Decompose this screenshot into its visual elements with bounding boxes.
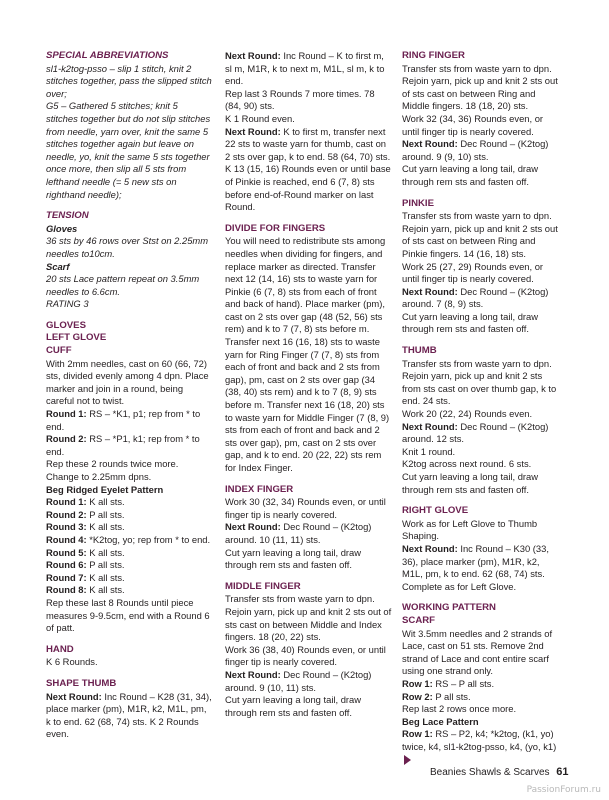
shape-thumb-text: Next Round: Inc Round – K28 (31, 34), place marker (pm), M1R, k2, M1L, pm, k to end. 62 (68, 74) sts. K 2 Rounds even. [46, 690, 212, 740]
index-work: Work 30 (32, 34) Rounds even, or until finger tip is nearly covered. [225, 496, 386, 520]
pinkie-transfer: Transfer sts from waste yarn to dpn. Rejoin yarn, pick up and knit 2 sts out of sts cast on between Ring and Pinkie fingers. 14 (16, 18) sts. [402, 210, 558, 259]
divide-fingers-heading: DIVIDE FOR FINGERS [225, 222, 326, 234]
tension-scarf-text: 20 sts Lace pattern repeat on 3.5mm needles to 6.6cm. [46, 273, 200, 297]
index-finger-heading: INDEX FINGER [225, 483, 294, 495]
lace-row-1: Row 1: RS – P2, k4; *k2tog, (k1, yo) twice, k4, sl1-k2tog-psso, k4, (yo, k1) [402, 728, 562, 766]
cuff-intro: With 2mm needles, cast on 60 (66, 72) sts, divided evenly among 4 dpn. Place marker and join in a round, being careful not to twist. [46, 357, 209, 407]
k13-rounds: K 13 (15, 16) Rounds even or until base of Pinkie is reached, end 6 (7, 8) sts before end-of-Round marker on last Round. [225, 163, 391, 213]
pinkie-next-round: Next Round: Dec Round – (K2tog) around. 7 (8, 9) sts. [402, 285, 549, 310]
index-next-round: Next Round: Dec Round – (K2tog) around. 10 (11, 11) sts. [225, 521, 372, 545]
scarf-row-1: Row 1: RS – P all sts. [402, 677, 495, 689]
hand-heading: HAND [46, 643, 74, 655]
ring-cut: Cut yarn leaving a long tail, draw through rem sts and fasten off. [402, 163, 539, 187]
cuff-repeat: Rep these 2 rounds twice more. Change to 2.25mm dpns. [46, 458, 179, 482]
scarf-intro: Wit 3.5mm needles and 2 strands of Lace, cast on 51 sts. Remove 2nd strand of Lace and cont entire scarf using one strand only. [402, 627, 553, 677]
middle-finger-heading: MIDDLE FINGER [225, 580, 301, 592]
ridged-eyelet-heading: Beg Ridged Eyelet Pattern [46, 483, 164, 495]
thumb-transfer: Transfer sts from waste yarn to dpn. Rejoin yarn, pick up and knit 2 sts from sts cast on over thumb gap, k to end. 24 sts. [402, 357, 557, 407]
pinkie-cut: Cut yarn leaving a long tail, draw through rem sts and fasten off. [402, 310, 539, 335]
right-next-round: Next Round: Inc Round – K30 (33, 36), place marker (pm), M1R, k2, M1L, pm, k to end. 62 (68, 74) sts. Complete as for Left Glove. [402, 542, 549, 592]
ring-transfer: Transfer sts from waste yarn to dpn. Rejoin yarn, pick up and knit 2 sts out of sts cast on between Ring and Middle fingers. 18 (18, 20) sts. [402, 62, 558, 112]
thumb-next-round: Next Round: Dec Round – (K2tog) around. 12 sts. [402, 420, 549, 445]
scarf-repeat: Rep last 2 rows once more. [402, 703, 517, 715]
thumb-k2tog: K2tog across next round. 6 sts. [402, 458, 532, 470]
pinkie-heading: PINKIE [402, 197, 434, 209]
ridged-round-7: Round 7: K all sts. [46, 571, 125, 583]
left-glove-heading: LEFT GLOVE [46, 332, 107, 344]
page-number: 61 [556, 766, 569, 778]
ridged-round-5: Round 5: K all sts. [46, 546, 125, 558]
tension-gloves-text: 36 sts by 46 rows over Stst on 2.25mm needles to10cm. [46, 235, 209, 259]
thumb-knit-1: Knit 1 round. [402, 445, 456, 457]
cuff-round-2: Round 2: RS – *P1, k1; rep from * to end. [46, 433, 200, 457]
footer-title: Beanies Shawls & Scarves [430, 767, 550, 778]
rating: RATING 3 [46, 298, 89, 310]
next-round-inc: Next Round: Inc Round – K to first m, sl m, M1R, k to next m, M1L, sl m, k to end. [225, 50, 385, 87]
ridged-round-8: Round 8: K all sts. [46, 584, 125, 596]
scarf-heading: SCARF [402, 614, 436, 626]
beg-lace-heading: Beg Lace Pattern [402, 715, 479, 727]
ridged-round-2: Round 2: P all sts. [46, 508, 125, 520]
thumb-work: Work 20 (22, 24) Rounds even. [402, 408, 533, 420]
cuff-round-1: Round 1: RS – *K1, p1; rep from * to end. [46, 408, 201, 432]
continue-arrow-icon [404, 755, 411, 765]
ridged-round-1: Round 1: K all sts. [46, 496, 125, 508]
middle-transfer: Transfer sts from waste yarn to dpn. Rejoin yarn, pick up and knit 2 sts out of sts cast on between Middle and Index fingers. 18 (20, 22) sts. [225, 593, 392, 643]
page-footer [430, 766, 569, 778]
column-3 [402, 50, 562, 766]
divide-fingers-text: You will need to redistribute sts among needles when dividing for fingers, and replace marker as directed. Transfer next 12 (14, 16) sts to waste yarn for Pinkie (6 (7, 8) sts from each of front and back of hand). Place marker (pm), cast on 2 sts over gap (48 (52, 56) sts rem) and k to 7 (7, 8) sts before m. Transfer next 16 (16, 18) sts to waste yarn for Ring Finger (7 (7, 8) sts from each of front and back and 2 sts from gap), pm, cast on 2 sts over gap (34 (38, 40) sts rem) and k to 7 (8, 9) sts before m. Transfer next 16 (18, 20) sts to waste yarn for Middle Finger (7 (8, 9) sts from each of front and back and 2 sts over gap), pm, cast on 2 sts over gap, and k to end. 20 (22, 22) sts rem for Index Finger. [225, 235, 390, 473]
right-glove-heading: RIGHT GLOVE [402, 505, 469, 517]
gloves-heading: GLOVES [46, 319, 86, 331]
ring-next-round: Next Round: Dec Round – (K2tog) around. 9 (9, 10) sts. [402, 138, 549, 162]
rep-last-3: Rep last 3 Rounds 7 more times. 78 (84, 90) sts. [225, 87, 375, 112]
middle-cut: Cut yarn leaving a long tail, draw through rem sts and fasten off. [225, 694, 362, 718]
right-glove-text: Work as for Left Glove to Thumb Shaping. [402, 517, 538, 542]
ring-work: Work 32 (34, 36) Rounds even, or until finger tip is nearly covered. [402, 112, 544, 137]
middle-work: Work 36 (38, 40) Rounds even, or until finger tip is nearly covered. [225, 643, 386, 668]
watermark: PassionForum.ru [526, 785, 601, 795]
special-abbreviations-heading: SPECIAL ABBREVIATIONS [46, 50, 169, 61]
next-round-thumb-transfer: Next Round: K to first m, transfer next 22 sts to waste yarn for thumb, cast on 2 sts over gap, k to end. 58 (64, 70) sts. [225, 125, 391, 162]
index-cut: Cut yarn leaving a long tail, draw through rem sts and fasten off. [225, 546, 362, 571]
ridged-repeat: Rep these last 8 Rounds until piece measures 9-9.5cm, end with a Round 6 of patt. [46, 596, 210, 634]
tension-scarf-label: Scarf [46, 260, 70, 272]
working-pattern-heading: WORKING PATTERN [402, 602, 496, 614]
hand-text: K 6 Rounds. [46, 656, 98, 668]
cuff-heading: CUFF [46, 345, 72, 357]
tension-heading: TENSION [46, 210, 89, 222]
shape-thumb-heading: SHAPE THUMB [46, 677, 117, 689]
abbrev-sl1k2tog: sl1-k2tog-psso – slip 1 stitch, knit 2 stitches together, pass the slipped stitch over; [46, 62, 212, 99]
ridged-round-6: Round 6: P all sts. [46, 559, 125, 571]
thumb-cut: Cut yarn leaving a long tail, draw through rem sts and fasten off. [402, 471, 539, 495]
ridged-round-3: Round 3: K all sts. [46, 521, 125, 533]
scarf-row-2: Row 2: P all sts. [402, 690, 471, 702]
middle-next-round: Next Round: Dec Round – (K2tog) around. 9 (10, 11) sts. [225, 668, 372, 693]
ring-finger-heading: RING FINGER [402, 50, 465, 61]
ridged-round-4: Round 4: *K2tog, yo; rep from * to end. [46, 533, 211, 545]
pinkie-work: Work 25 (27, 29) Rounds even, or until finger tip is nearly covered. [402, 260, 544, 285]
column-2 [225, 50, 393, 719]
tension-gloves-label: Gloves [46, 222, 78, 234]
column-1 [46, 50, 212, 741]
thumb-heading: THUMB [402, 345, 437, 357]
abbrev-g5: G5 – Gathered 5 stitches; knit 5 stitches together but do not slip stitches from needle, yarn over, knit the same 5 stitches together again but leave on needle, yo, knit the same 5 sts together once more, then slip all 5 sts from lefthand needle (= 5 new sts on righthand needle); [46, 100, 211, 200]
k1-round-even: K 1 Round even. [225, 112, 295, 124]
